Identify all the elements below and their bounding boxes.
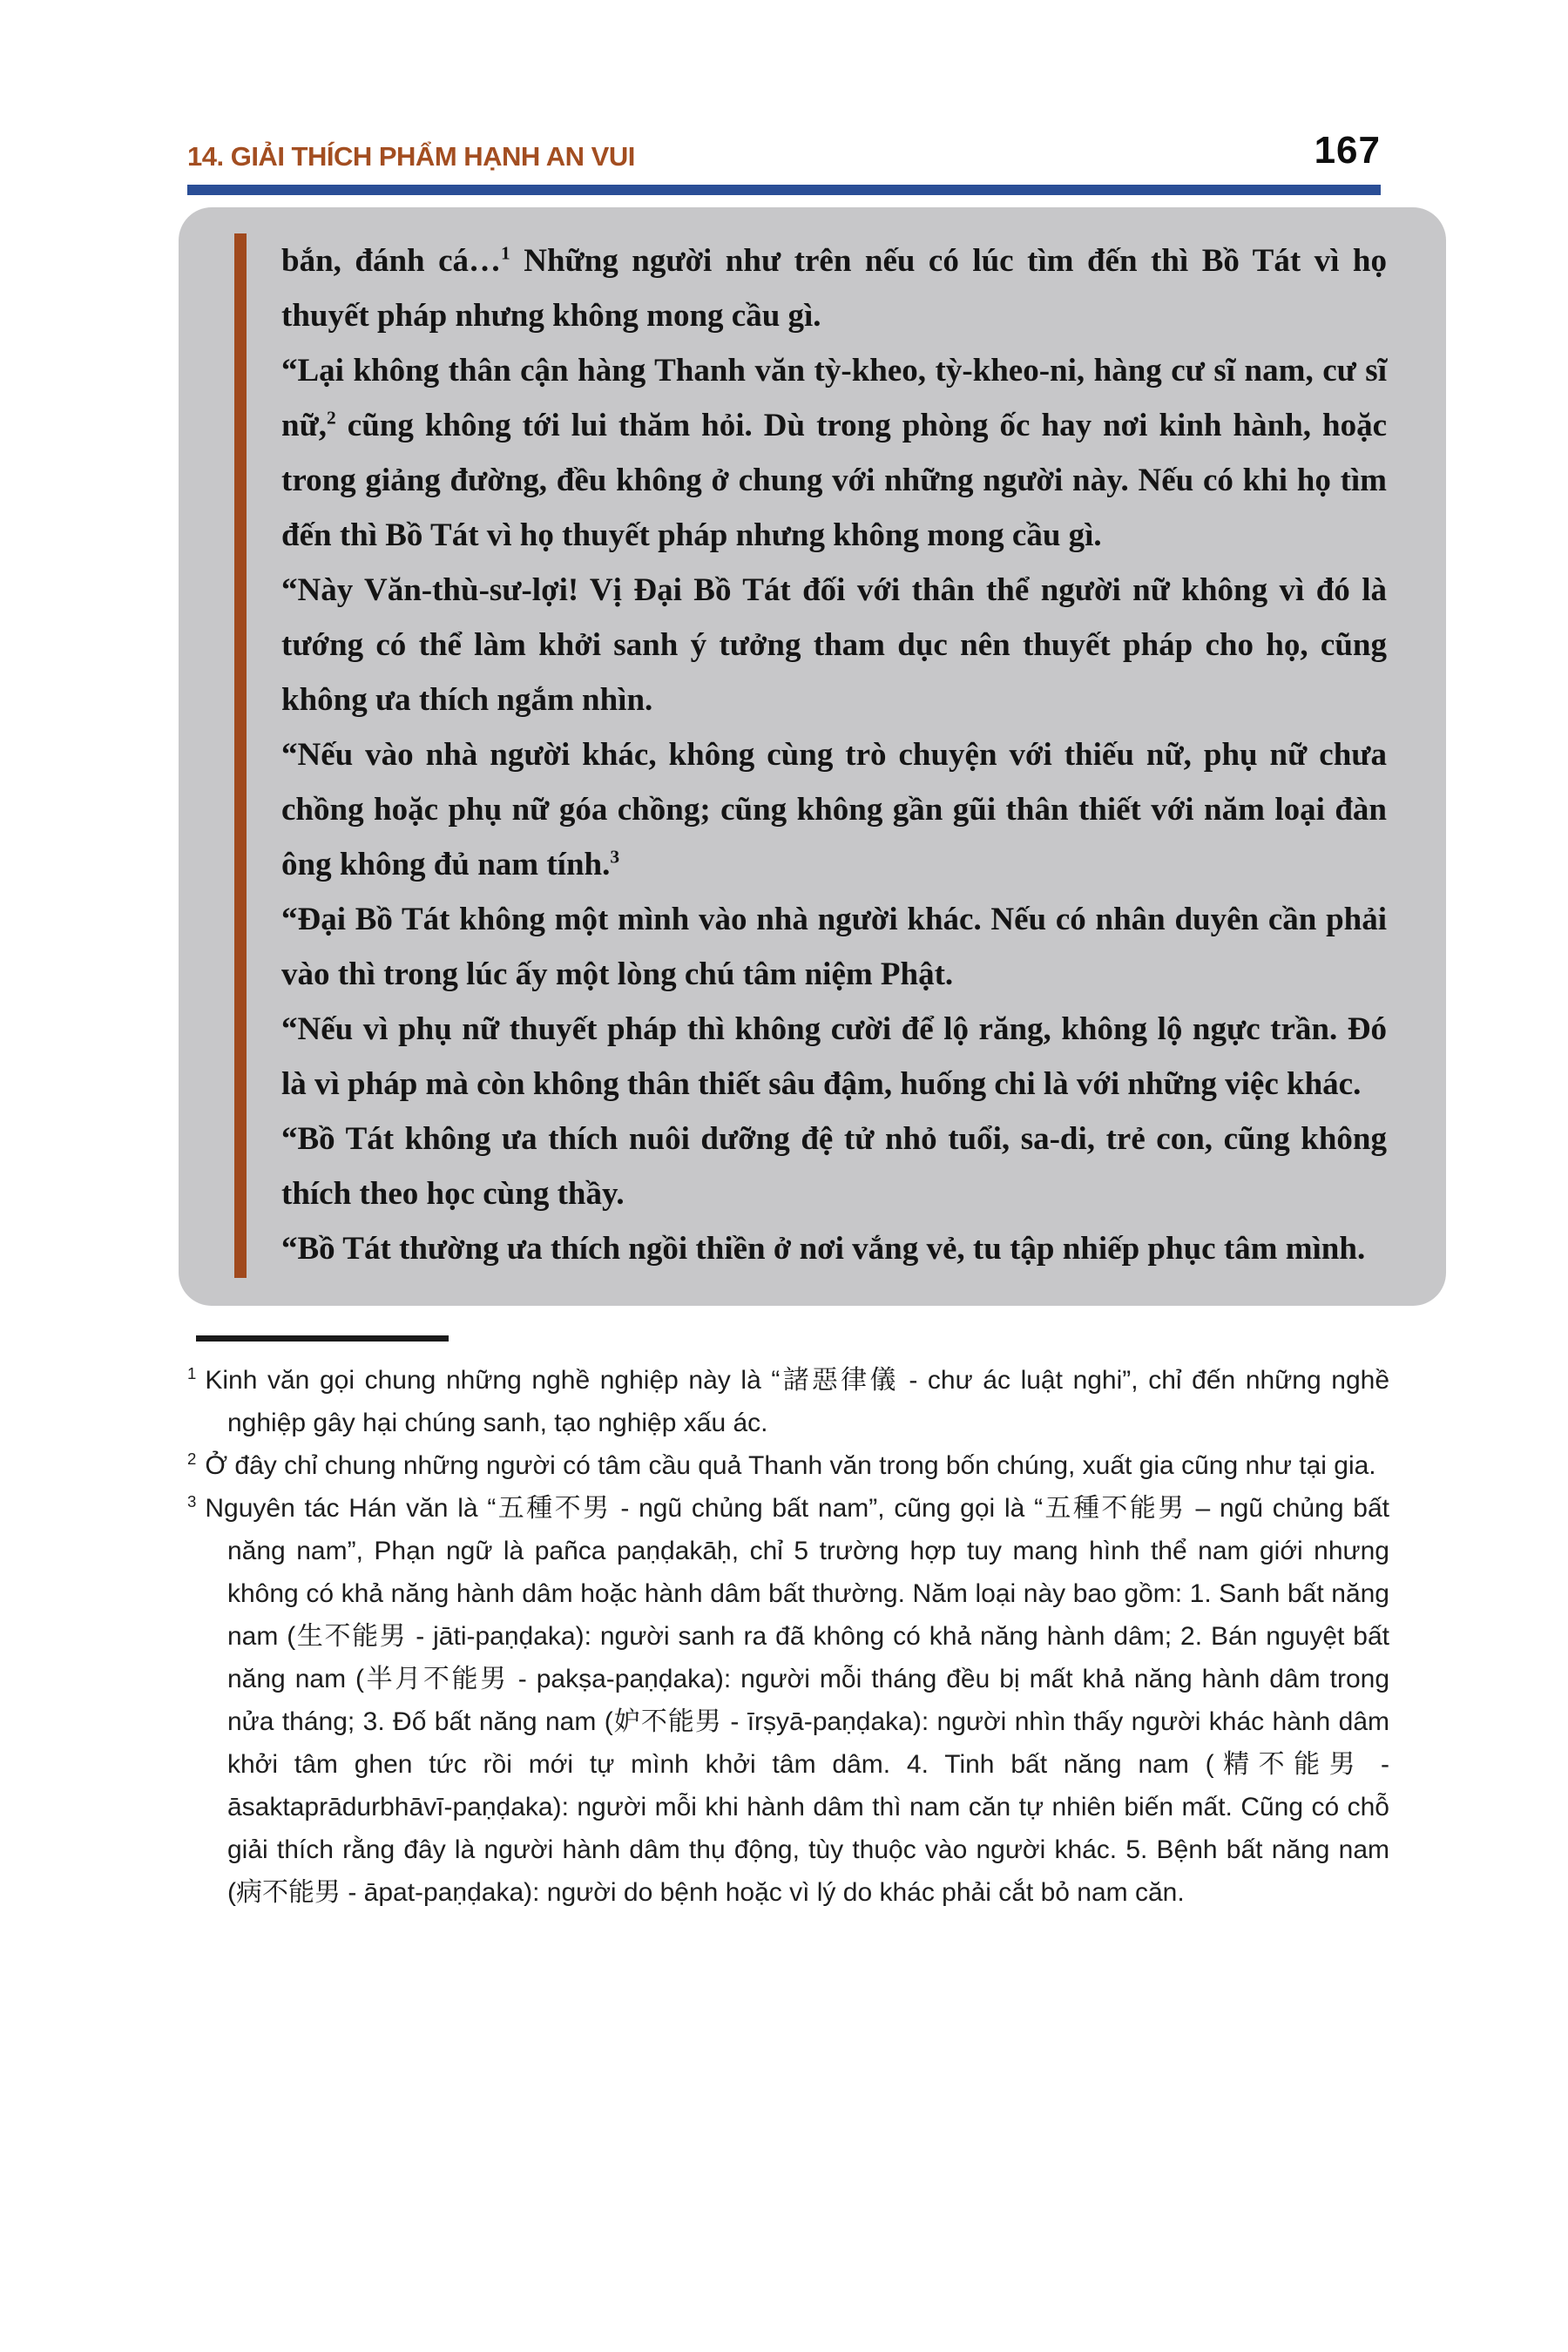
quote-paragraph: “Đại Bồ Tát không một mình vào nhà người khác. Nếu có nhân duyên cần phải vào thì trong lúc ấy một lòng chú tâm niệm Phật. bbox=[281, 902, 1387, 992]
footnote-marker: 3 bbox=[187, 1492, 197, 1511]
footnote: $^3$ Nguyên tác Hán văn là “五種不男 - ngũ chủng bất nam”, cũng gọi là “五種不能男 – ngũ chủng bất năng nam”, Phạn ngữ là pañca paṇḍakāḥ, chỉ 5 trường hợp tuy mang hình thể nam giới nhưng không có khả năng hành dâm hoặc hành dâm bất thường. Năm loại này bao gồm: 1. Sanh bất năng nam (生不能男 - jāti-paṇḍaka): người sanh ra đã không có khả năng hành dâm; 2. Bán nguyệt bất năng nam (半月不能男 - pakṣa-paṇḍaka): người mỗi tháng đều bị mất khả năng hành dâm trong nửa tháng; 3. Đố bất năng nam (妒不能男 - īrṣyā-paṇḍaka): người nhìn thấy người khác hành dâm khởi tâm ghen tức rồi mới tự mình khởi tâm dâm. 4. Tinh bất năng nam (精不能男 - āsaktaprādurbhāvī-paṇḍaka): người mỗi khi hành dâm thì nam căn tự nhiên biến mất. Cũng có chỗ giải thích rằng đây là người hành dâm thụ động, tùy thuộc vào người khác. 5. Bệnh bất năng nam (病不能男 - āpat-paṇḍaka): người do bệnh hoặc vì lý do khác phải cắt bỏ nam căn. bbox=[187, 1492, 1389, 1907]
quote-paragraph: “Nếu vào nhà người khác, không cùng trò chuyện với thiếu nữ, phụ nữ chưa chồng hoặc phụ nữ góa chồng; cũng không gần gũi thân thiết với năm loại đàn ông không đủ nam tính.$^3$ bbox=[281, 737, 1387, 882]
quote-accent-bar bbox=[234, 233, 247, 1278]
quote-paragraph: “Bồ Tát không ưa thích nuôi dưỡng đệ tử nhỏ tuổi, sa-di, trẻ con, cũng không thích theo học cùng thầy. bbox=[281, 1121, 1387, 1212]
footnote: $^1$ Kinh văn gọi chung những nghề nghiệp này là “諸惡律儀 - chư ác luật nghi”, chỉ đến những nghề nghiệp gây hại chúng sanh, tạo nghiệp xấu ác. bbox=[187, 1364, 1389, 1437]
header-rule bbox=[187, 185, 1381, 195]
footnote-reference: 2 bbox=[327, 407, 336, 429]
footnote-marker: 2 bbox=[187, 1450, 197, 1468]
running-head bbox=[187, 129, 1381, 172]
quote-paragraph: bắn, đánh cá…$^1$ Những người như trên nếu có lúc tìm đến thì Bồ Tát vì họ thuyết pháp nhưng không mong cầu gì. bbox=[281, 242, 1387, 334]
page-number: 167 bbox=[1314, 129, 1381, 172]
quote-box bbox=[179, 207, 1446, 1306]
quote-paragraph: “Này Văn-thù-sư-lợi! Vị Đại Bồ Tát đối với thân thể người nữ không vì đó là tướng có thể làm khởi sanh ý tưởng tham dục nên thuyết pháp cho họ, cũng không ưa thích ngắm nhìn. bbox=[281, 572, 1387, 718]
chapter-title: 14. GIẢI THÍCH PHẨM HẠNH AN VUI bbox=[187, 141, 635, 172]
quote-paragraph: “Lại không thân cận hàng Thanh văn tỳ-kheo, tỳ-kheo-ni, hàng cư sĩ nam, cư sĩ nữ,$^2$ cũng không tới lui thăm hỏi. Dù trong phòng ốc hay nơi kinh hành, hoặc trong giảng đường, đều không ở chung với những người này. Nếu có khi họ tìm đến thì Bồ Tát vì họ thuyết pháp nhưng không mong cầu gì. bbox=[281, 353, 1387, 553]
quote-paragraph: “Nếu vì phụ nữ thuyết pháp thì không cười để lộ răng, không lộ ngực trần. Đó là vì pháp mà còn không thân thiết sâu đậm, huống chi là với những việc khác. bbox=[281, 1011, 1387, 1102]
footnote-reference: 3 bbox=[610, 846, 620, 868]
quote-paragraph: “Bồ Tát thường ưa thích ngồi thiền ở nơi vắng vẻ, tu tập nhiếp phục tâm mình. bbox=[281, 1231, 1366, 1267]
footnote-separator bbox=[196, 1335, 449, 1342]
quote-text bbox=[281, 233, 1387, 1276]
footnote: $^2$ Ở đây chỉ chung những người có tâm cầu quả Thanh văn trong bốn chúng, xuất gia cũng như tại gia. bbox=[187, 1450, 1376, 1480]
footnote-marker: 1 bbox=[187, 1364, 197, 1382]
footnotes bbox=[187, 1359, 1389, 1914]
footnote-reference: 1 bbox=[501, 242, 510, 264]
